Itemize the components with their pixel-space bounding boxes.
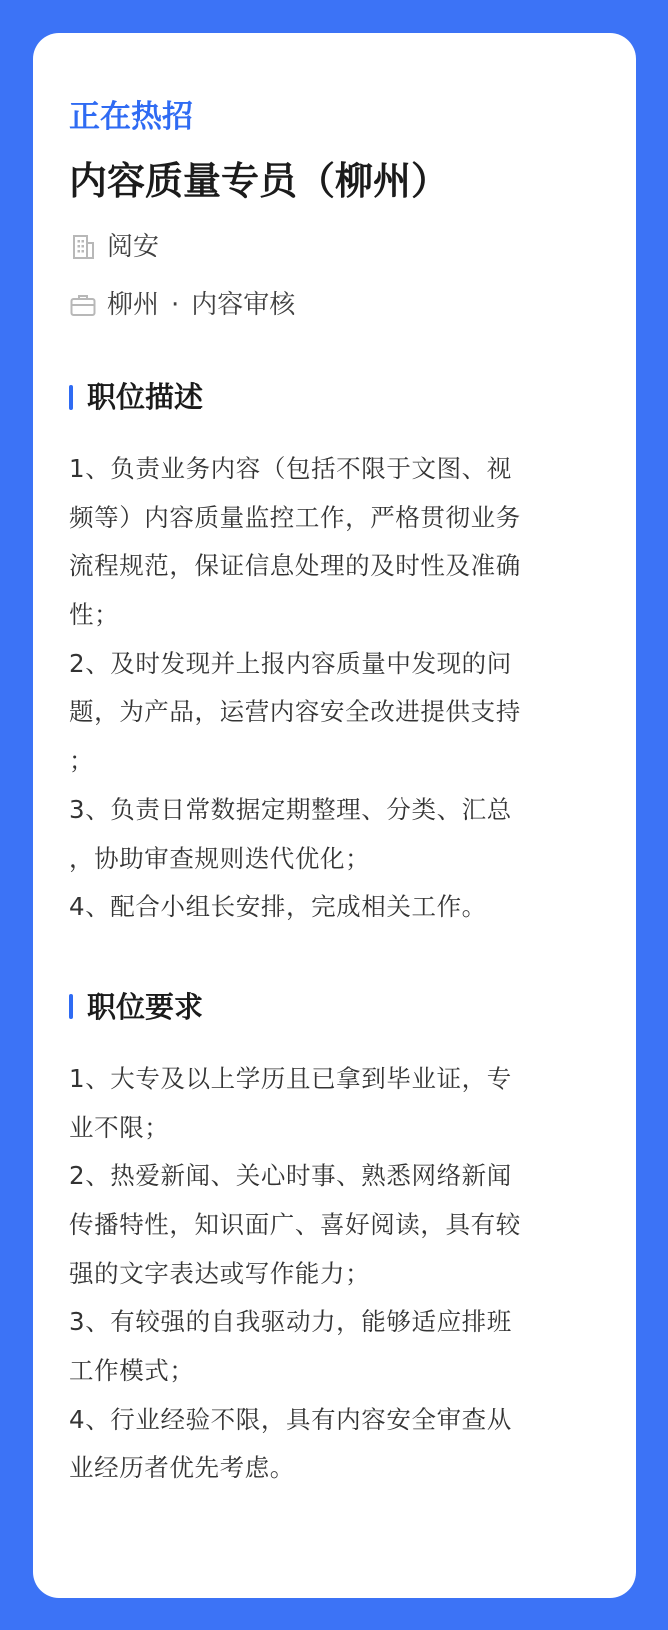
job-card (33, 33, 636, 1598)
building-icon (69, 233, 97, 261)
requirement-line: 1、大专及以上学历且已拿到毕业证，专 (69, 1063, 512, 1093)
description-line: ，协助审查规则迭代优化； (69, 843, 371, 873)
company-name: 阅安 (107, 232, 160, 262)
description-line: 流程规范，保证信息处理的及时性及准确 (69, 551, 521, 581)
description-line: 2、及时发现并上报内容质量中发现的问 (69, 648, 512, 678)
job-title: 内容质量专员（柳州） (69, 159, 450, 203)
requirement-line: 2、热爱新闻、关心时事、熟悉网络新闻 (69, 1161, 512, 1191)
briefcase-icon (69, 291, 97, 319)
description-line: 题，为产品，运营内容安全改进提供支持 (69, 697, 521, 727)
requirements-content (69, 1055, 600, 1493)
hiring-label: 正在热招 (69, 99, 193, 135)
description-line: 3、负责日常数据定期整理、分类、汇总 (69, 794, 512, 824)
description-line: ； (69, 746, 95, 776)
description-heading (69, 377, 600, 417)
requirement-line: 业不限； (69, 1112, 170, 1142)
job-category: 内容审核 (191, 290, 296, 320)
location-row (69, 287, 600, 323)
requirement-line: 传播特性，知识面广、喜好阅读，具有较 (69, 1209, 521, 1239)
requirement-line: 4、行业经验不限，具有内容安全审查从 (69, 1404, 512, 1434)
location-city: 柳州 (107, 290, 160, 320)
description-line: 4、配合小组长安排，完成相关工作。 (69, 892, 487, 922)
requirement-line: 强的文字表达或写作能力； (69, 1258, 371, 1288)
section-accent-bar (69, 994, 73, 1019)
requirement-line: 3、有较强的自我驱动力，能够适应排班 (69, 1307, 512, 1337)
description-heading-text: 职位描述 (87, 380, 204, 414)
requirement-line: 业经历者优先考虑。 (69, 1453, 295, 1483)
requirements-heading (69, 987, 600, 1027)
description-line: 性； (69, 600, 120, 630)
description-content (69, 445, 600, 932)
location-separator: · (171, 290, 180, 320)
requirements-heading-text: 职位要求 (87, 989, 204, 1024)
section-accent-bar (69, 385, 73, 410)
company-row (69, 229, 600, 265)
requirement-line: 工作模式； (69, 1356, 195, 1385)
description-line: 频等）内容质量监控工作，严格贯彻业务 (69, 502, 521, 532)
description-line: 1、负责业务内容（包括不限于文图、视 (69, 454, 512, 483)
